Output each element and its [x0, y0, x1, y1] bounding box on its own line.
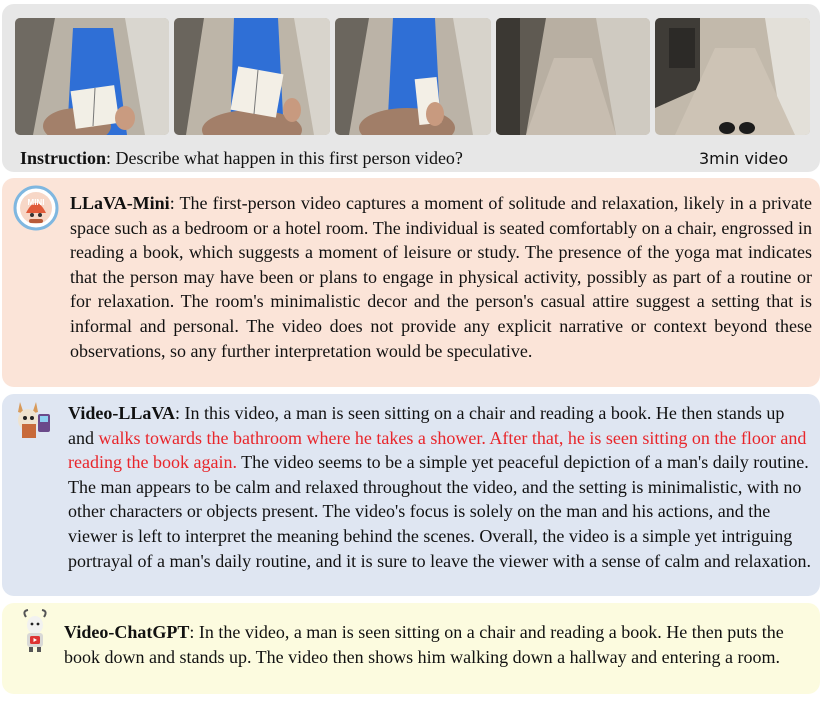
instruction-text — [20, 148, 463, 169]
video-duration: 3min video — [699, 149, 789, 168]
video-frame-1 — [15, 18, 169, 135]
video-chatgpt-response — [2, 603, 820, 694]
video-llava-model-name: Video-LLaVA — [68, 403, 176, 423]
instruction-question: : Describe what happen in this first person video? — [106, 148, 463, 168]
video-llava-answer-end: The video seems to be a simple yet peaceful depiction of a man's daily routine. The man appears to be calm and relaxed throughout the video, and the setting is minimalistic, with no other characters or objects present. The video's focus is solely on the man and his actions, and the viewer is left to interpret the meaning behind the scenes. Overall, the video is a simple yet intriguing portrayal of a man's daily routine, and it is sure to leave the viewer with a sense of calm and relaxation. — [68, 452, 811, 571]
video-frame-3 — [335, 18, 491, 135]
llama-avatar-icon — [14, 400, 52, 440]
llava-mini-model-name: LLaVA-Mini — [70, 193, 170, 213]
video-llava-text — [68, 401, 814, 573]
video-frame-4 — [496, 18, 650, 135]
video-chatgpt-text — [64, 620, 814, 669]
video-llava-response — [2, 394, 820, 596]
goat-avatar-icon — [18, 609, 52, 653]
instruction-label: Instruction — [20, 148, 107, 168]
llava-mini-answer: : The first-person video captures a moment of solitude and relaxation, likely in a private space such as a bedroom or a hotel room. The individual is seated comfortably on a chair, engrossed in reading a book, which suggests a moment of leisure or study. The presence of the yoga mat indicates that the person may have been or plans to engage in physical activity, possibly as part of a routine or for relaxation. The room's minimalistic decor and the person's casual attire suggest a setting that is informal and personal. The video does not provide any explicit narrative or context beyond these observations, so any further interpretation would be speculative. — [70, 193, 812, 361]
video-chatgpt-answer: : In the video, a man is seen sitting on a chair and reading a book. He then puts the book down and stands up. The video then shows him walking down a hallway and entering a room. — [64, 622, 784, 667]
video-frame-5 — [655, 18, 810, 135]
video-llava-answer-start: : In this video, a man is seen sitting on a chair and reading a book. He then stands up and — [68, 403, 785, 448]
video-chatgpt-model-name: Video-ChatGPT — [64, 622, 190, 642]
llava-mini-response — [2, 178, 820, 387]
video-frame-2 — [174, 18, 330, 135]
llava-mini-text — [70, 191, 812, 363]
svg-text:MINI: MINI — [27, 198, 45, 207]
instruction-panel — [2, 4, 820, 172]
video-llava-hallucination: walks towards the bathroom where he takes a shower. After that, he is seen sitting on the floor and reading the book again. — [68, 427, 807, 473]
llava-mini-avatar-icon — [13, 185, 59, 231]
